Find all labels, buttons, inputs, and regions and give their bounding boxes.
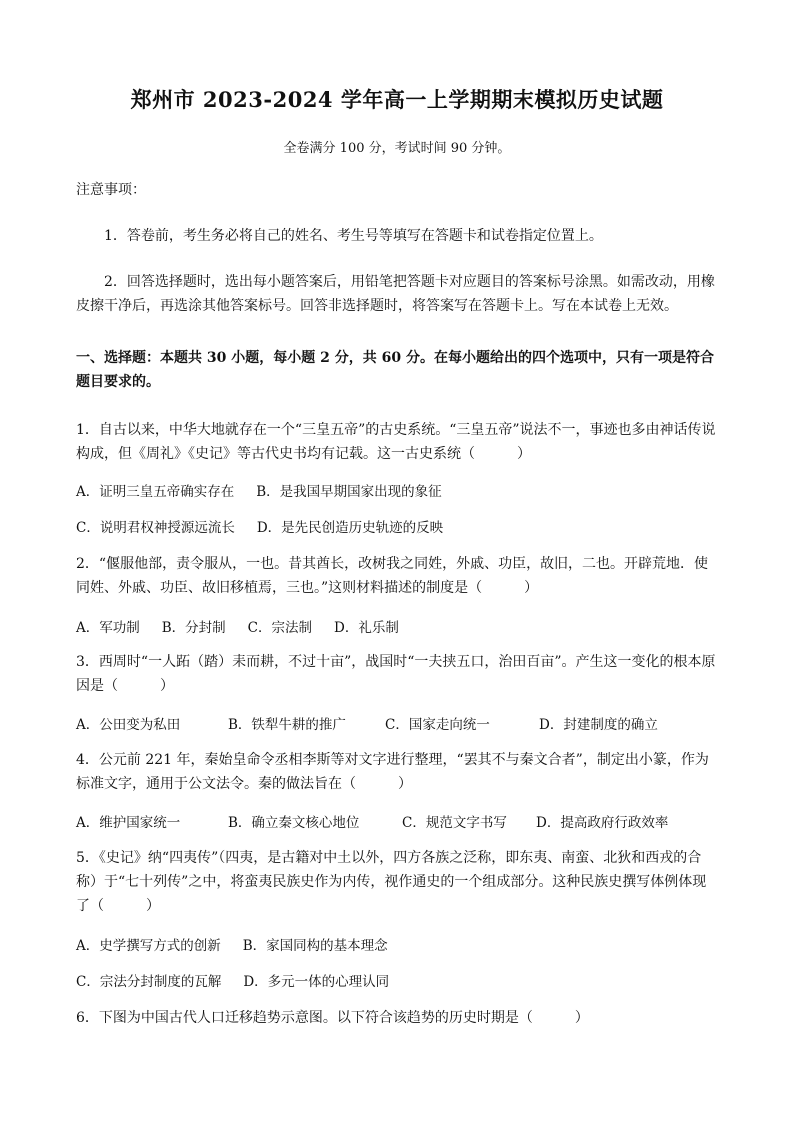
option-c[interactable]: C．规范文字书写 — [402, 815, 507, 831]
option-d[interactable]: D．礼乐制 — [334, 620, 399, 636]
question-4-stem: 4．公元前 221 年，秦始皇命令丞相李斯等对文字进行整理，“罢其不与秦文合者”，制定出小篆，作为标准文字，通用于公文法令。秦的做法旨在（ ） — [76, 752, 709, 792]
question-5-options-row-1 — [76, 934, 410, 954]
option-c[interactable]: C．国家走向统一 — [385, 717, 490, 733]
option-d[interactable]: D．是先民创造历史轨迹的反映 — [256, 520, 444, 536]
option-d[interactable]: D．多元一体的心理认同 — [243, 974, 390, 990]
question-2-stem: 2．“偃服他部，责令服从，一也。昔其酋长，改树我之同姓，外戚、功臣，故旧，二也。开辟荒地．使同姓、外戚、功臣、故旧移植焉，三也。”这则材料描述的制度是（ ） — [76, 556, 709, 596]
notice-item-1: 1．答卷前，考生务必将自己的姓名、考生号等填写在答题卡和试卷指定位置上。 — [104, 228, 603, 244]
option-d[interactable]: D．封建制度的确立 — [539, 717, 658, 733]
question-4-options — [76, 811, 690, 831]
question-5-options-row-2 — [76, 970, 411, 990]
question-3-stem: 3．西周时“一人跖（踏）耒而耕，不过十亩”，战国时“一夫挟五口，治田百亩”。产生这一变化的根本原因是（ ） — [76, 654, 716, 694]
option-c[interactable]: C．宗法制 — [247, 620, 313, 636]
question-1-stem: 1．自古以来，中华大地就存在一个“三皇五帝”的古史系统。“三皇五帝”说法不一，事迹也多由神话传说构成，但《周礼》《史记》等古代史书均有记载。这一古史系统（ ） — [76, 422, 716, 462]
option-d[interactable]: D．提高政府行政效率 — [536, 815, 669, 831]
option-b[interactable]: B．分封制 — [161, 620, 226, 636]
option-a[interactable]: A．维护国家统一 — [76, 815, 181, 831]
section-heading: 一、选择题：本题共 30 小题，每小题 2 分，共 60 分。在每小题给出的四个选项中，只有一项是符合题目要求的。 — [76, 350, 714, 390]
notice-heading: 注意事项： — [76, 182, 146, 198]
option-a[interactable]: A．公田变为私田 — [76, 717, 181, 733]
question-1-options-row-2 — [76, 516, 465, 536]
exam-subtitle: 全卷满分 100 分，考试时间 90 分钟。 — [283, 141, 511, 156]
question-6-stem: 6．下图为中国古代人口迁移趋势示意图。以下符合该趋势的历史时期是（ ） — [76, 1010, 589, 1026]
option-a[interactable]: A．史学撰写方式的创新 — [76, 938, 221, 954]
option-b[interactable]: B．家国同构的基本理念 — [242, 938, 388, 954]
option-b[interactable]: B．确立秦文核心地位 — [228, 815, 360, 831]
exam-title: 郑州市 2023-2024 学年高一上学期期末模拟历史试题 — [130, 87, 664, 112]
option-c[interactable]: C．宗法分封制度的瓦解 — [76, 974, 222, 990]
question-3-options — [76, 713, 680, 733]
notice-item-2: 2．回答选择题时，选出每小题答案后，用铅笔把答题卡对应题目的答案标号涂黑。如需改动，用橡皮擦干净后，再选涂其他答案标号。回答非选择题时，将答案写在答题卡上。写在本试卷上无效。 — [76, 274, 715, 314]
option-a[interactable]: A．军功制 — [76, 620, 140, 636]
option-c[interactable]: C．说明君权神授源远流长 — [76, 520, 235, 536]
option-b[interactable]: B．铁犁牛耕的推广 — [228, 717, 346, 733]
option-b[interactable]: B．是我国早期国家出现的象征 — [256, 484, 442, 500]
question-1-options-row-1 — [76, 480, 464, 500]
question-5-stem: 5．《史记》纳“四夷传”（四夷，是古籍对中土以外，四方各族之泛称，即东夷、南蛮、北狄和西戎的合称）于“七十列传”之中，将蛮夷民族史作为内传，视作通史的一个组成部分。这种民族史撰写体例体现了（ ） — [76, 850, 707, 914]
question-2-options — [76, 616, 421, 636]
option-a[interactable]: A．证明三皇五帝确实存在 — [76, 484, 235, 500]
